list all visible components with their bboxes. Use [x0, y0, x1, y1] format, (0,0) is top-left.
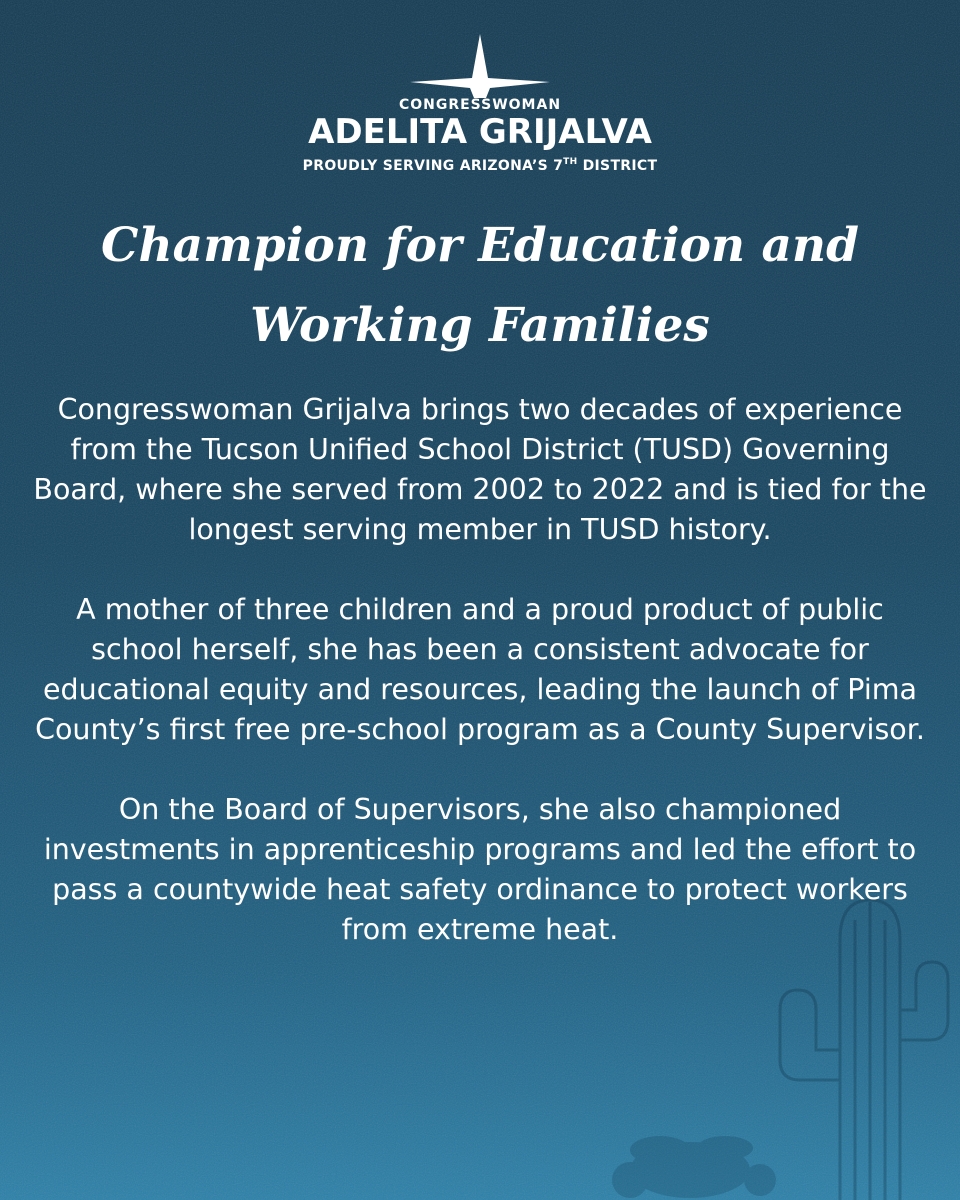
paragraph-1: Congresswoman Grijalva brings two decades of experience from the Tucson Unified School District (TUSD) Governing Board, where she served from 2002 to 2022 and is tied for the longest serving member in TUSD history. — [33, 393, 927, 546]
headline-line-2: Working Families — [250, 298, 710, 353]
logo-title: CONGRESSWOMAN — [398, 97, 562, 113]
logo-name: ADELITA GRIJALVA — [308, 112, 652, 152]
star-icon — [410, 34, 550, 98]
paragraph-3: On the Board of Supervisors, she also championed investments in apprenticeship programs and led the effort to pass a countywide heat safety ordinance to protect workers from extreme heat. — [43, 793, 917, 946]
logo-tagline-suffix: DISTRICT — [577, 158, 658, 174]
headline-line-1: Champion for Education and — [101, 218, 859, 273]
campaign-logo — [0, 34, 960, 176]
body-text — [30, 390, 930, 950]
logo-tagline-superscript: TH — [563, 157, 578, 167]
paragraph-2: A mother of three children and a proud product of public school herself, she has been a consistent advocate for educational equity and resources, leading the launch of Pima County’s first free pre-school program as a County Supervisor. — [35, 593, 925, 746]
logo-tagline-prefix: PROUDLY SERVING ARIZONA’S 7 — [302, 158, 564, 174]
logo-tagline — [0, 152, 960, 176]
headline — [40, 206, 920, 366]
